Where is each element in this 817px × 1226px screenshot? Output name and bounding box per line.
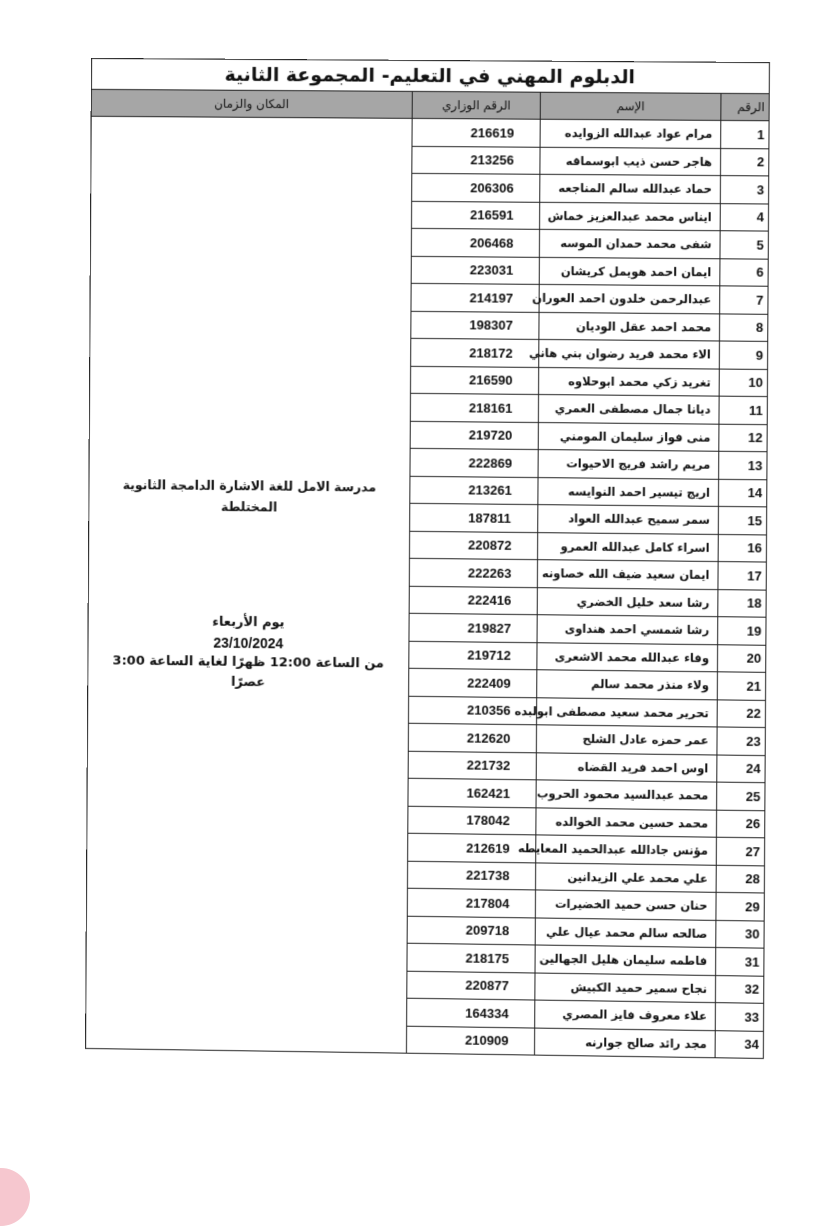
ministry-id: 216619 — [412, 118, 540, 146]
row-number: 7 — [720, 286, 768, 314]
document-title: الدبلوم المهني في التعليم- المجموعة الثانية — [91, 58, 769, 93]
student-name: نجاح سمير حميد الكبيش — [535, 973, 716, 1003]
location-text: مدرسة الامل للغة الاشارة الدامجة الثانوية المختلطة — [122, 477, 377, 515]
row-number: 13 — [719, 451, 767, 479]
ministry-id: 206468 — [411, 228, 539, 256]
row-number: 2 — [721, 148, 769, 176]
row-number: 16 — [718, 534, 766, 562]
student-name: محمد احمد عقل الوديان — [539, 312, 720, 341]
row-number: 4 — [720, 203, 768, 231]
ministry-id: 219712 — [409, 641, 537, 670]
date-text: 23/10/2024 — [213, 634, 284, 652]
row-number: 17 — [718, 562, 766, 590]
row-number: 29 — [716, 892, 764, 920]
student-name: فاطمه سليمان هليل الجهالين — [535, 945, 716, 975]
place-time-cell — [86, 116, 413, 1053]
ministry-id: 178042 — [408, 806, 536, 835]
row-number: 34 — [715, 1030, 763, 1058]
student-name: ايناس محمد عبدالعزيز خماش — [540, 202, 721, 231]
student-name: علي محمد علي الزيدانين — [536, 862, 717, 892]
schedule-block — [102, 611, 395, 694]
ministry-id: 162421 — [408, 778, 536, 807]
ministry-id: 213261 — [410, 476, 538, 505]
ministry-id: 218175 — [407, 943, 535, 972]
row-number: 23 — [717, 727, 765, 755]
row-number: 21 — [717, 672, 765, 700]
student-name: سمر سميح عبدالله العواد — [538, 505, 719, 534]
row-number: 20 — [717, 644, 765, 672]
student-name: مرام عواد عبدالله الزوايده — [540, 119, 721, 148]
row-number: 31 — [716, 947, 764, 975]
student-name: شفى محمد حمدان الموسه — [539, 229, 720, 258]
table-body — [86, 116, 770, 1058]
ministry-id: 221738 — [407, 861, 535, 890]
ministry-id: 212619 — [408, 833, 536, 862]
ministry-id: 214197 — [411, 283, 539, 312]
ministry-id: 212620 — [408, 723, 536, 752]
row-number: 3 — [720, 176, 768, 204]
ministry-id: 187811 — [410, 503, 538, 532]
ministry-id: 209718 — [407, 916, 535, 945]
ministry-id: 210909 — [406, 1026, 534, 1055]
row-number: 25 — [717, 782, 765, 810]
student-name: منى فواز سليمان المومني — [538, 422, 719, 451]
student-name: حنان حسن حميد الخضيرات — [535, 890, 716, 920]
student-name: اوس احمد فريد القضاه — [536, 752, 717, 782]
ministry-id: 216591 — [412, 201, 540, 229]
ministry-id: 206306 — [412, 173, 540, 201]
student-name: الاء محمد فريد رضوان بني هاني — [539, 339, 720, 368]
student-name: مؤنس جادالله عبدالحميد المعايطه — [536, 835, 717, 865]
ministry-id: 220877 — [407, 971, 535, 1000]
time-text: من الساعة 12:00 ظهرًا لغاية الساعة 3:00 عصرًا — [112, 653, 385, 691]
day-text: يوم الأربعاء — [212, 614, 285, 631]
document-sheet — [85, 58, 769, 1087]
student-name: رشا سعد خليل الخضري — [537, 587, 718, 617]
row-number: 32 — [715, 975, 763, 1003]
row-number: 22 — [717, 699, 765, 727]
student-name: محمد عبدالسيد محمود الحروب — [536, 780, 717, 810]
student-name: تغريد زكي محمد ابوحلاوه — [539, 367, 720, 396]
ministry-id: 219827 — [409, 613, 537, 642]
student-name: عبدالرحمن خلدون احمد العوران — [539, 284, 720, 313]
ministry-id: 198307 — [411, 311, 539, 340]
student-name: وفاء عبدالله محمد الاشعرى — [537, 642, 718, 672]
student-name: ديانا جمال مصطفى العمري — [538, 394, 719, 423]
ministry-id: 210356 — [409, 696, 537, 725]
row-number: 9 — [719, 341, 767, 369]
row-number: 27 — [716, 837, 764, 865]
ministry-id: 217804 — [407, 888, 535, 917]
ministry-id: 222263 — [409, 558, 537, 587]
header-place-time: المكان والزمان — [91, 89, 412, 118]
ministry-id: 223031 — [411, 256, 539, 285]
student-name: حماد عبدالله سالم المناجعه — [540, 174, 721, 203]
row-number: 24 — [717, 755, 765, 783]
student-name: مجد رائد صالح جوارنه — [535, 1028, 716, 1058]
student-name: ايمان سعيد ضيف الله خصاونه — [537, 560, 718, 589]
student-name: صالحه سالم محمد عيال علي — [535, 917, 716, 947]
student-name: ولاء منذر محمد سالم — [537, 670, 718, 700]
row-number: 1 — [721, 120, 769, 148]
table-row — [91, 116, 769, 148]
row-number: 26 — [716, 810, 764, 838]
ministry-id: 164334 — [407, 998, 535, 1027]
header-ministry-id: الرقم الوزاري — [412, 91, 540, 119]
ministry-id: 216590 — [411, 366, 539, 395]
row-number: 30 — [716, 920, 764, 948]
student-name: ايمان احمد هويمل كريشان — [539, 257, 720, 286]
student-name: هاجر حسن ذيب ابوسماقه — [540, 147, 721, 176]
row-number: 6 — [720, 258, 768, 286]
ministry-id: 218172 — [411, 338, 539, 367]
row-number: 14 — [718, 479, 766, 507]
title-row — [91, 58, 769, 93]
ministry-id: 213256 — [412, 146, 540, 174]
row-number: 33 — [715, 1003, 763, 1031]
row-number: 12 — [719, 424, 767, 452]
corner-decoration — [0, 1168, 30, 1226]
ministry-id: 222409 — [409, 668, 537, 697]
row-number: 10 — [719, 369, 767, 397]
student-name: عمر حمزه عادل الشلح — [536, 725, 717, 755]
student-name: اريج تيسير احمد النوايسه — [538, 477, 719, 506]
row-number: 15 — [718, 506, 766, 534]
ministry-id: 221732 — [408, 751, 536, 780]
ministry-id: 222869 — [410, 448, 538, 477]
row-number: 11 — [719, 396, 767, 424]
row-number: 18 — [718, 589, 766, 617]
row-number: 5 — [720, 231, 768, 259]
ministry-id: 222416 — [409, 586, 537, 615]
ministry-id: 218161 — [410, 393, 538, 422]
student-name: مريم راشد فريج الاحيوات — [538, 450, 719, 479]
ministry-id: 220872 — [410, 531, 538, 560]
row-number: 19 — [718, 617, 766, 645]
students-table — [85, 58, 770, 1059]
student-name: رشا شمسي احمد هنداوى — [537, 615, 718, 645]
header-name: الإسم — [540, 92, 721, 120]
row-number: 28 — [716, 865, 764, 893]
row-number: 8 — [720, 313, 768, 341]
student-name: تحرير محمد سعيد مصطفى ابولبده — [537, 697, 718, 727]
student-name: اسراء كامل عبدالله العمرو — [538, 532, 719, 561]
student-name: علاء معروف فايز المصري — [535, 1000, 716, 1030]
student-name: محمد حسين محمد الخوالده — [536, 807, 717, 837]
header-number: الرقم — [721, 93, 769, 120]
ministry-id: 219720 — [410, 421, 538, 450]
